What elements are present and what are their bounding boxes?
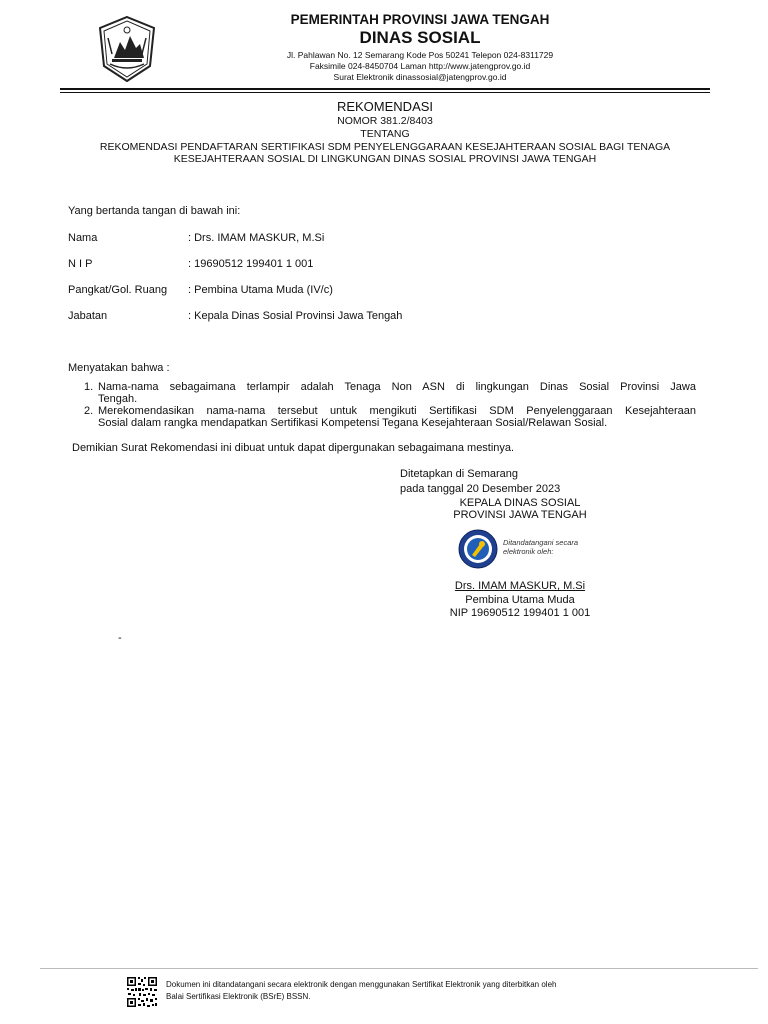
letterhead-divider-thin xyxy=(60,92,710,93)
field-label-name: Nama xyxy=(68,232,98,244)
document-type: REKOMENDASI xyxy=(336,99,434,114)
signer-title: KEPALA DINAS SOSIAL xyxy=(459,497,581,509)
bsre-seal-icon xyxy=(458,529,498,569)
field-value-nip: : 19690512 199401 1 001 xyxy=(188,258,314,270)
field-value-rank: : Pembina Utama Muda (IV/c) xyxy=(188,284,333,296)
signer-name xyxy=(360,580,680,592)
field-value-name: : Drs. IMAM MASKUR, M.Si xyxy=(188,232,325,244)
list-item-text: Nama-nama sebagaimana terlampir adalah Tenaga Non ASN di lingkungan Dinas Sosial Provinsi Jawa xyxy=(98,381,696,393)
list-item-number: 1. xyxy=(84,381,94,393)
list-item-number: 2. xyxy=(84,405,94,417)
document-about: TENTANG xyxy=(360,128,410,140)
intro-text: Yang bertanda tangan di bawah ini: xyxy=(68,205,241,217)
document-subject-cont: KESEJAHTERAAN SOSIAL DI LINGKUNGAN DINAS SOSIAL PROVINSI JAWA TENGAH xyxy=(173,153,597,165)
letterhead-divider-thick xyxy=(60,88,710,90)
stray-dash: - xyxy=(118,632,122,644)
footer-divider xyxy=(40,968,758,969)
signer-rank: Pembina Utama Muda xyxy=(465,594,575,606)
document-subject: REKOMENDASI PENDAFTARAN SERTIFIKASI SDM PENYELENGGARAAN KESEJAHTERAAN SOSIAL BAGI TENAGA xyxy=(99,141,671,153)
signing-place: Ditetapkan di Semarang xyxy=(400,468,519,480)
field-label-nip: N I P xyxy=(68,258,93,270)
signing-date: pada tanggal 20 Desember 2023 xyxy=(400,483,561,495)
field-label-rank: Pangkat/Gol. Ruang xyxy=(68,284,168,296)
signer-name-text: Drs. IMAM MASKUR, M.Si xyxy=(454,580,586,592)
address-line: Jl. Pahlawan No. 12 Semarang Kode Pos 50241 Telepon 024-8311729 xyxy=(286,50,554,60)
central-java-emblem-icon xyxy=(92,14,162,84)
list-item-text-cont: Sosial dalam rangka mendapatkan Sertifikasi Kompetensi Tegana Kesejahteraan Sosial/Relawan Sosial. xyxy=(98,417,608,429)
list-item-text: Merekomendasikan nama-nama tersebut untuk mengikuti Sertifikasi SDM Penyelenggaraan Kesejahteraan xyxy=(98,405,696,417)
qr-code-icon xyxy=(126,976,158,1008)
list-item-text-cont: Tengah. xyxy=(98,393,138,405)
document-number: NOMOR 381.2/8403 xyxy=(337,115,433,127)
signer-nip: NIP 19690512 199401 1 001 xyxy=(449,607,591,619)
fax-website-line: Faksimile 024-8450704 Laman http://www.jatengprov.go.id xyxy=(309,61,531,71)
footer-note-cont: Balai Sertifikasi Elektronik (BSrE) BSSN. xyxy=(166,992,311,1001)
field-value-position: : Kepala Dinas Sosial Provinsi Jawa Tengah xyxy=(188,310,403,322)
esign-note: Ditandatangani secara elektronik oleh: xyxy=(503,538,579,556)
field-label-position: Jabatan xyxy=(68,310,108,322)
government-name: PEMERINTAH PROVINSI JAWA TENGAH xyxy=(290,12,550,27)
signer-title-cont: PROVINSI JAWA TENGAH xyxy=(453,509,587,521)
footer-note: Dokumen ini ditandatangani secara elektronik dengan menggunakan Sertifikat Elektronik yang diterbitkan oleh xyxy=(166,980,557,989)
office-name: DINAS SOSIAL xyxy=(359,28,481,47)
closing-statement: Demikian Surat Rekomendasi ini dibuat untuk dapat dipergunakan sebagaimana mestinya. xyxy=(72,442,515,454)
email-line: Surat Elektronik dinassosial@jatengprov.go.id xyxy=(333,72,507,82)
statement-label: Menyatakan bahwa : xyxy=(68,362,170,374)
